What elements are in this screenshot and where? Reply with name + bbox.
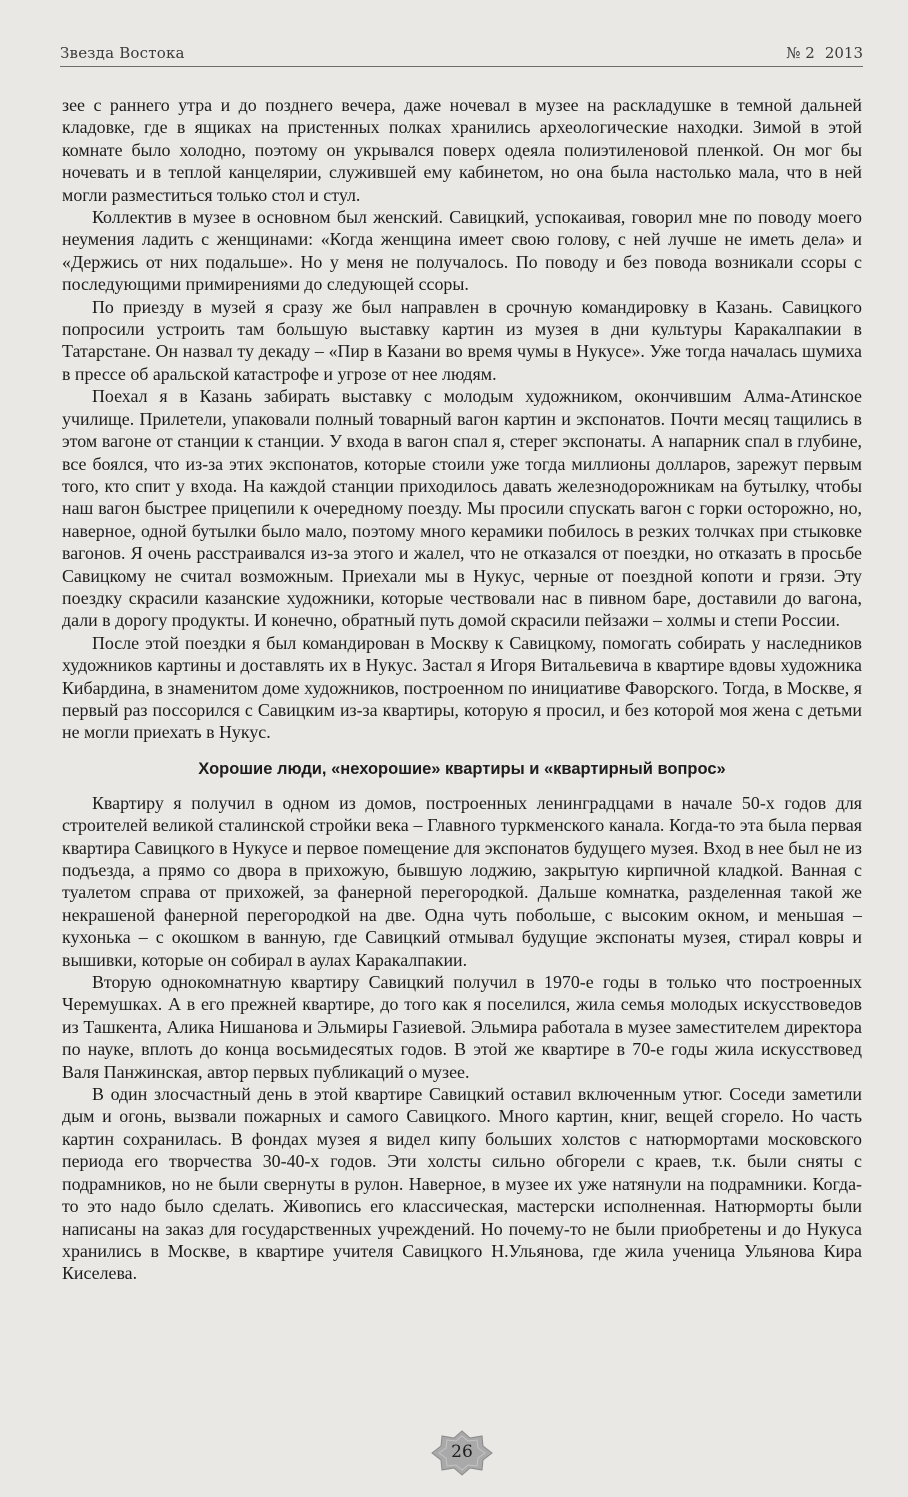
issue-year: 2013 (824, 44, 863, 62)
paragraph: После этой поездки я был командирован в Москву к Савицкому, помогать собирать у наследников художников картины и доставлять их в Нукус. Застал я Игоря Витальевича в квартире вдовы художника Кибардина, в знаменитом доме художников, построенном по инициативе Фаворского. Тогда, в Москве, я первый раз поссорился с Савицким из-за квартиры, которую я просил, и без которой моя жена с детьми не могли приехать в Нукус. (62, 632, 862, 743)
paragraph: По приезду в музей я сразу же был направлен в срочную командировку в Казань. Савицкого попросили устроить там большую выставку картин из музея в дни культуры Каракалпакии в Татарстане. Он назвал ту декаду – «Пир в Казани во время чумы в Нукусе». Уже тогда началась шумиха в прессе об аральской катастрофе и угрозе от нее людям. (62, 296, 862, 384)
paragraph: В один злосчастный день в этой квартире Савицкий оставил включенным утюг. Соседи заметили дым и огонь, вызвали пожарных и самого Савицкого. Много картин, книг, вещей сгорело. Но часть картин сохранилась. В фондах музея я видел кипу больших холстов с натюрмортами московского периода его творчества 30-40-х годов. Эти холсты сильно обгорели с краев, т.к. были сняты с подрамников, но не были свернуты в рулон. Наверное, в музее их уже натянули на подрамники. Когда-то это надо было сделать. Живопись его классическая, мастерски исполненная. Натюрморты были написаны на заказ для государственных учреждений. Но почему-то не были приобретены и до Нукуса хранились в Москве, в квартире учителя Савицкого Н.Ульянова, где жила ученица Ульянова Кира Киселева. (62, 1084, 862, 1284)
issue-info (776, 44, 863, 62)
paragraph: Поехал я в Казань забирать выставку с молодым художником, окончившим Алма-Атинское училище. Прилетели, упаковали полный товарный вагон картин и экспонатов. Почти месяц тащились в этом вагоне от станции к станции. У входа в вагон спал я, стерег экспонаты. А напарник спал в глубине, все боялся, что из-за этих экспонатов, которые стоили уже тогда миллионы долларов, зарежут первым того, кто спит у входа. На каждой станции приходилось давать железнодорожникам на бутылку, чтобы наш вагон быстрее прицепили к очередному поезду. Мы просили спускать вагон с горки осторожно, но, наверное, одной бутылки было мало, поэтому много керамики побилось в резких толчках при стыковке вагонов. Я очень расстраивался из-за этого и жалел, что не отказался от поездки, но отказать в просьбе Савицкому не считал возможным. Приехали мы в Нукус, черные от поездной копоти и грязи. Эту поездку скрасили казанские художники, которые чествовали нас в пивном баре, доставили до вагона, дали в дорогу продукты. И конечно, обратный путь домой скрасили пейзажи – холмы и степи России. (62, 386, 862, 631)
paragraph: зее с раннего утра и до позднего вечера, даже ночевал в музее на раскладушке в темной дальней кладовке, где в ящиках на пристенных полках хранились археологические находки. Зимой в этой комнате было холодно, поэтому он укрывался поверх одеяла полиэтиленовой пленкой. Он мог бы ночевать и в теплой канцелярии, служившей ему кабинетом, но она была настолько мала, что в ней могли разместиться только стол и стул. (62, 95, 862, 205)
running-header (60, 40, 863, 67)
issue-number: № 2 (786, 44, 815, 62)
paragraph: Вторую однокомнатную квартиру Савицкий получил в 1970-е годы в только что построенных Черемушках. А в его прежней квартире, до того как я поселился, жила семья молодых искусствоведов из Ташкента, Алика Нишанова и Эльмиры Газиевой. Эльмира работала в музее заместителем директора по науке, вплоть до конца восьмидесятых годов. В этой же квартире в 70-е годы жила искусствовед Валя Панжинская, автор первых публикаций о музее. (62, 972, 862, 1082)
page-number: 26 (451, 1442, 473, 1462)
section-heading: Хорошие люди, «нехорошие» квартиры и «квартирный вопрос» (198, 759, 726, 778)
article-body (62, 94, 862, 1285)
paragraph: Коллектив в музее в основном был женский. Савицкий, успокаивая, говорил мне по поводу моего неумения ладить с женщинами: «Когда женщина имеет свою голову, с ней лучше не иметь дела» и «Держись от них подальше». Но у меня не получалось. По поводу и без повода возникали ссоры с последующими примирениями до следующей ссоры. (62, 207, 862, 295)
page-number-badge (430, 1429, 494, 1477)
paragraph: Квартиру я получил в одном из домов, построенных ленинградцами в начале 50-х годов для строителей великой сталинской стройки века – Главного туркменского канала. Когда-то эта была первая квартира Савицкого в Нукусе и первое помещение для экспонатов будущего музея. Вход в нее был не из подъезда, а прямо со двора в прихожую, бывшую лоджию, закрытую кирпичной кладкой. Ванная с туалетом справа от прихожей, за фанерной перегородкой. Дальше комнатка, разделенная такой же некрашеной фанерной перегородкой на две. Одна чуть побольше, с высоким окном, и меньшая – кухонька – с окошком в ванную, где Савицкий отмывал будущие экспонаты музея, стирал ковры и вышивки, которые он собирал в аулах Каракалпакии. (62, 792, 862, 970)
journal-title: Звезда Востока (60, 44, 185, 62)
